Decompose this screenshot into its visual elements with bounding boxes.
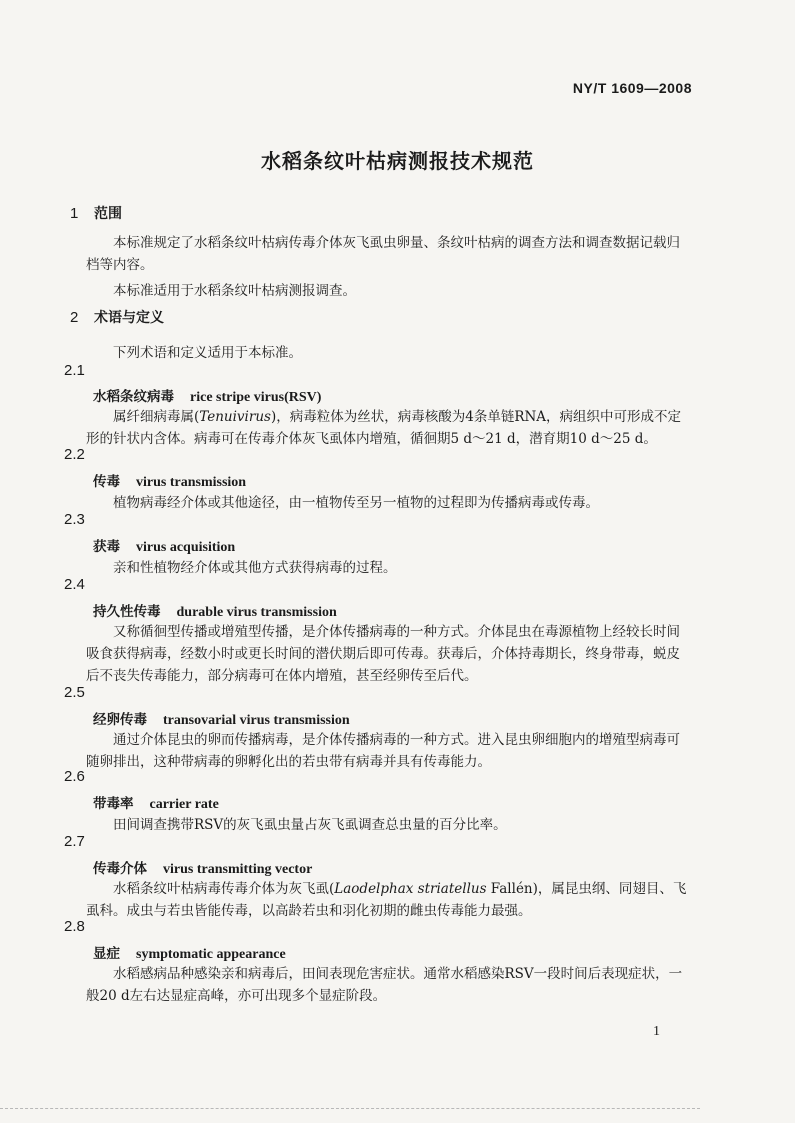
term-en: rice stripe virus(RSV)	[190, 390, 322, 405]
clause-number: 2.5	[64, 684, 85, 701]
term-definition	[86, 406, 690, 450]
term-zh: 获毒	[93, 539, 120, 555]
standard-number: NY/T 1609—2008	[572, 80, 692, 96]
section-title: 术语与定义	[94, 310, 164, 326]
clause-number: 2.2	[64, 446, 85, 463]
term-heading	[93, 857, 312, 878]
section-number: 2	[70, 309, 79, 326]
clause-number: 2.1	[64, 362, 85, 379]
text-run: 属纤细病毒属(	[113, 409, 200, 425]
text-run: 水稻条纹叶枯病毒传毒介体为灰飞虱(	[113, 881, 335, 897]
text-run: )，病毒粒体为丝状，病毒核酸为4条单链RNA，病组织中可形成不定形的针状内含体。病毒可在传毒介体灰飞虱体内增殖，循徊期5 d～21 d，潜育期10 d～25 d。	[86, 409, 682, 447]
scope-paragraph-2: 本标准适用于水稻条纹叶枯病测报调查。	[113, 283, 356, 299]
clause-number: 2.6	[64, 768, 85, 785]
term-zh: 经卵传毒	[93, 712, 147, 728]
section-number: 1	[70, 205, 79, 222]
term-en: virus transmitting vector	[163, 862, 313, 877]
term-zh: 持久性传毒	[93, 604, 161, 620]
term-en: virus acquisition	[136, 540, 236, 555]
terms-intro: 下列术语和定义适用于本标准。	[113, 345, 302, 361]
term-definition: 又称循徊型传播或增殖型传播，是介体传播病毒的一种方式。介体昆虫在毒源植物上经较长时间吸食获得病毒，经数小时或更长时间的潜伏期后即可传毒。获毒后，介体持毒期长，终身带毒，蜕皮后不丧失传毒能力，部分病毒可在体内增殖，甚至经卵传至后代。	[86, 624, 680, 684]
species-name: Laodelphax striatellus	[334, 881, 487, 897]
term-en: carrier rate	[149, 797, 219, 812]
section-1-heading	[70, 203, 122, 223]
section-2-heading	[70, 307, 164, 327]
term-en: virus transmission	[136, 475, 247, 490]
text-run: Fallén)，属昆虫纲、同翅目、飞虱科。成虫与若虫皆能传毒，以高龄若虫和羽化初期的雌虫传毒能力最强。	[86, 881, 687, 919]
genus-name: Tenuivirus	[199, 409, 271, 425]
term-heading	[93, 600, 337, 621]
term-definition: 田间调查携带RSV的灰飞虱虫量占灰飞虱调查总虫量的百分比率。	[113, 817, 507, 833]
term-en: durable virus transmission	[176, 605, 337, 620]
term-definition: 植物病毒经介体或其他途径，由一植物传至另一植物的过程即为传播病毒或传毒。	[113, 495, 599, 511]
term-heading	[93, 535, 235, 556]
term-en: transovarial virus transmission	[163, 713, 350, 728]
term-en: symptomatic appearance	[136, 947, 286, 962]
term-zh: 带毒率	[93, 796, 134, 812]
term-definition: 通过介体昆虫的卵而传播病毒，是介体传播病毒的一种方式。进入昆虫卵细胞内的增殖型病毒可随卵排出，这种带病毒的卵孵化出的若虫带有病毒并具有传毒能力。	[86, 732, 680, 770]
term-heading	[93, 470, 246, 491]
section-title: 范围	[94, 206, 122, 222]
page-number: 1	[653, 1024, 660, 1039]
term-definition: 水稻感病品种感染亲和病毒后，田间表现危害症状。通常水稻感染RSV一段时间后表现症状，一般20 d左右达显症高峰，亦可出现多个显症阶段。	[86, 966, 683, 1004]
term-zh: 显症	[93, 946, 120, 962]
clause-number: 2.8	[64, 918, 85, 935]
term-definition	[86, 878, 690, 922]
scope-paragraph-1: 本标准规定了水稻条纹叶枯病传毒介体灰飞虱虫卵量、条纹叶枯病的调查方法和调查数据记载归档等内容。	[86, 235, 680, 273]
term-heading	[93, 942, 286, 963]
scan-edge-divider	[0, 1108, 700, 1109]
term-zh: 传毒介体	[93, 861, 147, 877]
term-heading	[93, 385, 321, 406]
term-zh: 水稻条纹病毒	[93, 389, 174, 405]
term-zh: 传毒	[93, 474, 120, 490]
term-heading	[93, 792, 219, 813]
clause-number: 2.3	[64, 511, 85, 528]
term-definition: 亲和性植物经介体或其他方式获得病毒的过程。	[113, 560, 397, 576]
page-title: 水稻条纹叶枯病测报技术规范	[261, 149, 534, 173]
clause-number: 2.7	[64, 833, 85, 850]
term-heading	[93, 708, 350, 729]
clause-number: 2.4	[64, 576, 85, 593]
